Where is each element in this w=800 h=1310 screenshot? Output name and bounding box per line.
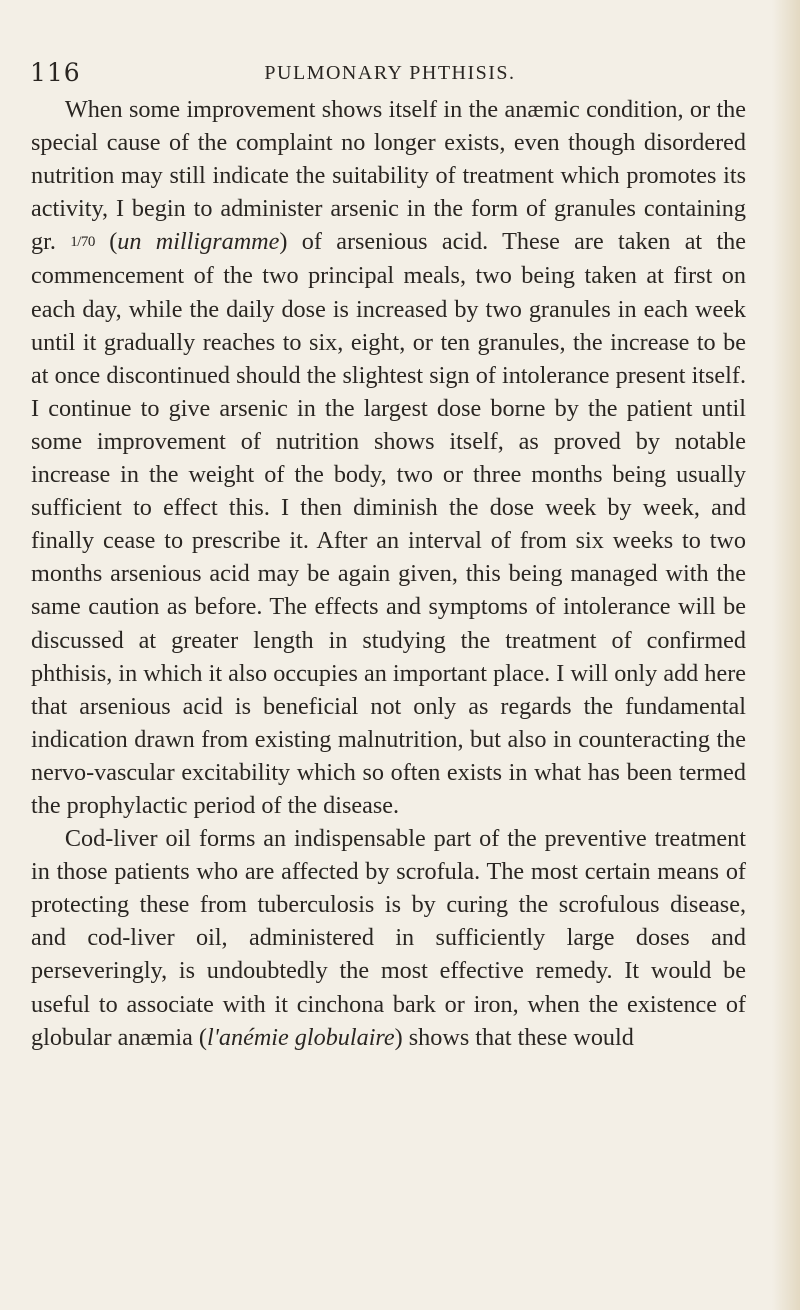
italic-anemie-globulaire: l'anémie globulaire xyxy=(207,1023,395,1051)
page-header xyxy=(30,58,750,88)
page-number: 116 xyxy=(30,58,81,87)
dose-fraction: 1/70 xyxy=(70,234,95,251)
body-text xyxy=(31,93,746,1054)
running-head: PULMONARY PHTHISIS. xyxy=(264,62,516,84)
cod-liver-text-1: Cod-liver oil forms an indispensable part of the preventive treatment in those patients who are affected by scrofula. The most certain means of protecting these from tuberculosis is by curing the scrofulous disease, and cod-liver oil, administered in sufficiently large doses and perseveringly, is undoubtedly the most effective remedy. It would be useful to associate with it cinchona bark or iron, when the existence of globular anæmia ( xyxy=(31,825,746,1051)
arsenic-text-1: When some improvement shows itself in the anæmic condition, or the special cause of the complaint no longer exists, even though disordered nutrition may still indicate the suitability of treatment which promotes its activity, I begin to administer arsenic in the form of granules containing gr. xyxy=(31,96,746,256)
italic-milligramme: un milligramme xyxy=(117,228,280,256)
cod-liver-text-2: ) shows that these would xyxy=(394,1023,634,1051)
paragraph-arsenic xyxy=(31,93,746,822)
paren-open: ( xyxy=(109,228,118,256)
arsenic-text-2: ) of arsenious acid. These are taken at the commencement of the two principal meals, two being taken at first on each day, while the daily dose is increased by two granules in each week until it gradually reaches to six, eight, or ten granules, the increase to be at once discontinued should the slightest sign of intolerance present itself. I continue to give arsenic in the largest dose borne by the patient until some improvement of nutrition shows itself, as proved by notable increase in the weight of the body, two or three months being usually sufficient to effect this. I then diminish the dose week by week, and finally cease to prescribe it. After an interval of from six weeks to two months arsenious acid may be again given, this being managed with the same caution as before. The effects and symptoms of intolerance will be discussed at greater length in studying the treatment of confirmed phthisis, in which it also occupies an important place. I will only add here that arsenious acid is beneficial not only as regards the fundamental indication drawn from existing malnutrition, but also in counteracting the nervo-vascular excitability which so often exists in what has been termed the prophylactic period of the disease. xyxy=(31,228,747,819)
paragraph-cod-liver-oil xyxy=(31,822,746,1054)
page-edge-shadow xyxy=(772,0,800,1310)
